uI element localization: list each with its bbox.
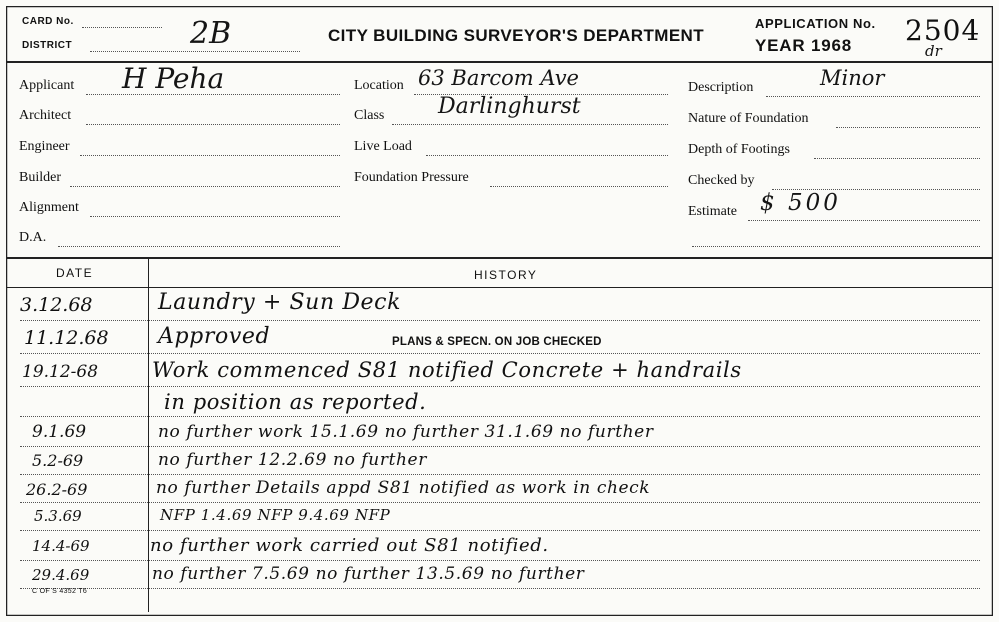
row-line bbox=[20, 502, 980, 503]
engineer-label: Engineer bbox=[19, 139, 70, 154]
applicant-label: Applicant bbox=[19, 78, 75, 93]
row-line bbox=[20, 320, 980, 321]
row-line bbox=[20, 474, 980, 475]
history-top-rule bbox=[6, 257, 993, 259]
estimate-line bbox=[748, 220, 980, 221]
history-entry: Approved bbox=[158, 324, 271, 349]
live-load-line bbox=[426, 155, 668, 156]
history-date: 19.12-68 bbox=[22, 362, 99, 382]
row-line bbox=[20, 588, 980, 589]
history-entry: Laundry + Sun Deck bbox=[158, 290, 402, 315]
history-entry: in position as reported. bbox=[164, 390, 427, 414]
year-label: YEAR 1968 bbox=[755, 36, 852, 55]
history-date: 9.1.69 bbox=[32, 422, 87, 442]
initials: dr bbox=[925, 42, 942, 60]
history-entry: no further Details appd S81 notified as work in check bbox=[156, 478, 651, 498]
history-date: 11.12.68 bbox=[24, 327, 109, 349]
card-no-line bbox=[82, 27, 162, 28]
nature-of-foundation-line bbox=[836, 127, 980, 128]
row-line bbox=[20, 560, 980, 561]
history-date: 14.4-69 bbox=[32, 537, 90, 555]
history-entry: NFP 1.4.69 NFP 9.4.69 NFP bbox=[160, 506, 391, 524]
row-line bbox=[20, 530, 980, 531]
description-line bbox=[766, 96, 980, 97]
date-column-divider bbox=[148, 258, 149, 612]
extra-line bbox=[692, 246, 980, 247]
district-line bbox=[90, 51, 300, 52]
engineer-line bbox=[80, 155, 340, 156]
foundation-pressure-label: Foundation Pressure bbox=[354, 170, 469, 185]
class-value: Darlinghurst bbox=[438, 94, 581, 119]
class-line bbox=[392, 124, 668, 125]
date-column-header: DATE bbox=[56, 266, 94, 280]
history-header-rule bbox=[6, 287, 993, 288]
history-date: 5.2-69 bbox=[32, 451, 84, 470]
alignment-label: Alignment bbox=[19, 200, 79, 215]
location-label: Location bbox=[354, 78, 404, 93]
description-value: Minor bbox=[820, 66, 885, 90]
row-line bbox=[20, 416, 980, 417]
application-number: 2504 bbox=[905, 14, 981, 47]
history-date: 26.2-69 bbox=[26, 480, 88, 499]
depth-of-footings-line bbox=[814, 158, 980, 159]
builder-line bbox=[70, 186, 340, 187]
row-line bbox=[20, 446, 980, 447]
history-date: 29.4.69 bbox=[32, 566, 90, 584]
description-label: Description bbox=[688, 80, 754, 95]
card-no-label: CARD No. bbox=[22, 16, 74, 27]
department-title: CITY BUILDING SURVEYOR'S DEPARTMENT bbox=[328, 26, 705, 45]
district-value: 2B bbox=[190, 16, 232, 51]
location-value: 63 Barcom Ave bbox=[418, 66, 579, 90]
history-date: 3.12.68 bbox=[20, 294, 93, 316]
checked-by-label: Checked by bbox=[688, 173, 755, 188]
class-label: Class bbox=[354, 108, 385, 123]
application-label: APPLICATION No. bbox=[755, 16, 876, 31]
district-label: DISTRICT bbox=[22, 40, 73, 51]
row-line bbox=[20, 386, 980, 387]
plans-checked-stamp: PLANS & SPECN. ON JOB CHECKED bbox=[392, 336, 602, 348]
estimate-value: $ 500 bbox=[760, 190, 841, 216]
history-entry: no further work carried out S81 notified. bbox=[150, 535, 549, 556]
architect-line bbox=[86, 124, 340, 125]
live-load-label: Live Load bbox=[354, 139, 412, 154]
depth-of-footings-label: Depth of Footings bbox=[688, 142, 790, 157]
architect-label: Architect bbox=[19, 108, 72, 123]
history-column-header: HISTORY bbox=[474, 268, 538, 282]
applicant-value: H Peha bbox=[122, 62, 225, 95]
history-entry: no further 12.2.69 no further bbox=[158, 450, 427, 470]
history-entry: Work commenced S81 notified Concrete + handrails bbox=[152, 358, 742, 382]
alignment-line bbox=[90, 216, 340, 217]
da-line bbox=[58, 246, 340, 247]
history-date: 5.3.69 bbox=[34, 507, 82, 525]
estimate-label: Estimate bbox=[688, 204, 737, 219]
nature-of-foundation-label: Nature of Foundation bbox=[688, 111, 809, 126]
row-line bbox=[20, 353, 980, 354]
history-entry: no further work 15.1.69 no further 31.1.69 no further bbox=[158, 422, 654, 442]
history-entry: no further 7.5.69 no further 13.5.69 no further bbox=[152, 564, 585, 584]
da-label: D.A. bbox=[19, 230, 47, 245]
builder-label: Builder bbox=[19, 170, 61, 185]
form-code: C OF S 4352 T6 bbox=[32, 588, 88, 595]
foundation-pressure-line bbox=[490, 186, 668, 187]
